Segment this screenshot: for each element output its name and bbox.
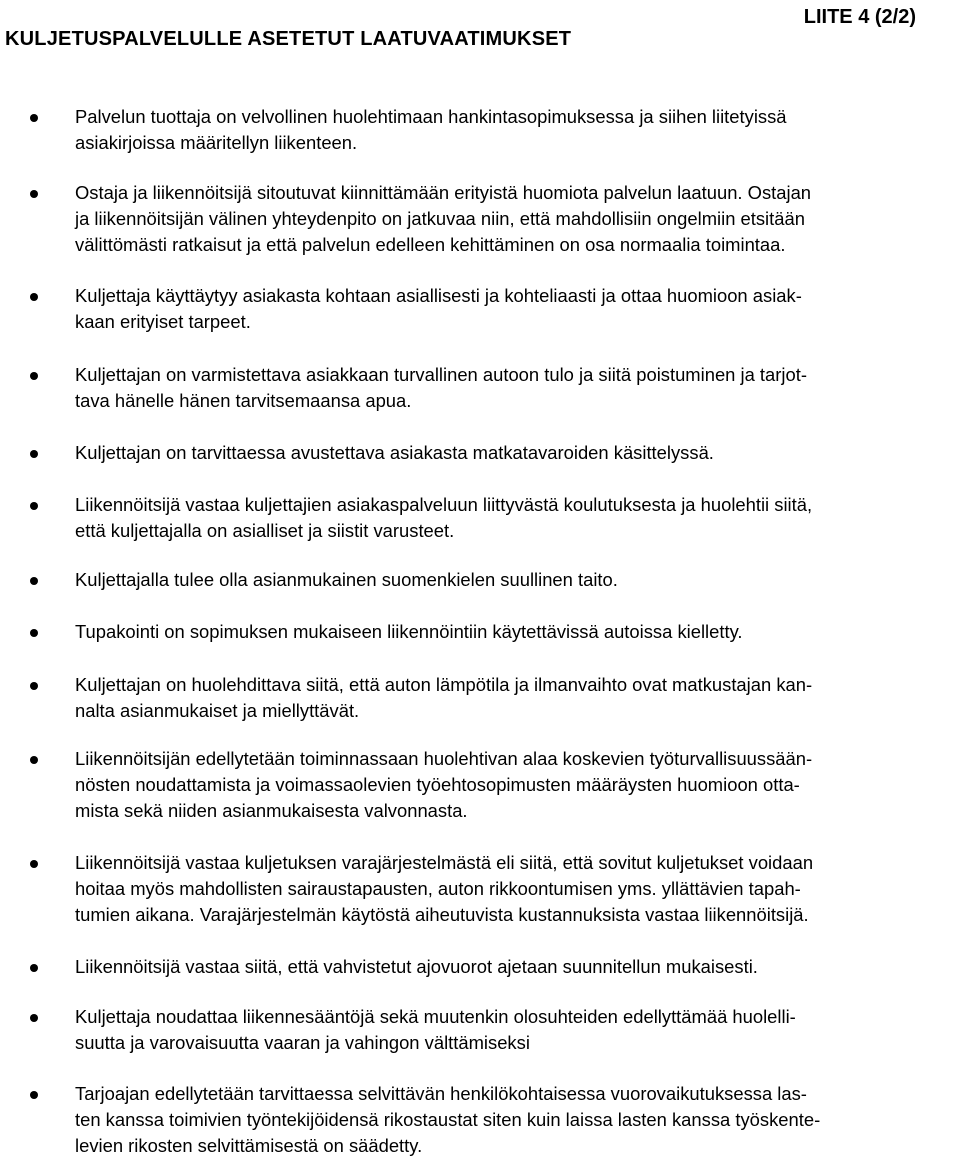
attachment-label: LIITE 4 (2/2) — [803, 6, 916, 28]
bullet-icon — [30, 190, 38, 198]
text-line: levien rikosten selvittämisestä on säädetty. — [75, 1135, 423, 1156]
text-line: ja liikennöitsijän välinen yhteydenpito on jatkuvaa niin, että mahdollisiin ongelmiin etsitään — [75, 208, 805, 229]
bullet-icon — [30, 964, 38, 972]
bullet-icon — [30, 293, 38, 301]
text-line: asiakirjoissa määritellyn liikenteen. — [75, 132, 358, 153]
text-line: Palvelun tuottaja on velvollinen huolehtimaan hankintasopimuksessa ja siihen liitetyissä — [75, 106, 787, 127]
list-item-text — [75, 567, 955, 593]
text-line: ten kanssa toimivien työntekijöidensä rikostaustat siten kuin laissa lasten kanssa työskente- — [75, 1109, 821, 1130]
text-line: Kuljettaja käyttäytyy asiakasta kohtaan asiallisesti ja kohteliaasti ja ottaa huomioon asiak- — [75, 285, 802, 306]
bullet-icon — [30, 372, 38, 380]
text-line: Liikennöitsijä vastaa siitä, että vahvistetut ajovuorot ajetaan suunnitellun mukaisesti. — [75, 956, 758, 977]
list-item-text — [75, 440, 955, 466]
text-line: Ostaja ja liikennöitsijä sitoutuvat kiinnittämään erityistä huomiota palvelun laatuun. Ostajan — [75, 182, 812, 203]
bullet-icon — [30, 756, 38, 764]
list-item-text — [75, 283, 955, 335]
bullet-icon — [30, 629, 38, 637]
bullet-icon — [30, 502, 38, 510]
text-line: Kuljettaja noudattaa liikennesääntöjä sekä muutenkin olosuhteiden edellyttämää huolelli- — [75, 1006, 796, 1027]
text-line: Kuljettajan on tarvittaessa avustettava asiakasta matkatavaroiden käsittelyssä. — [75, 442, 714, 463]
list-item-text — [75, 492, 955, 544]
bullet-icon — [30, 114, 38, 122]
text-line: hoitaa myös mahdollisten sairaustapausten, auton rikkoontumisen yms. yllättävien tapah- — [75, 878, 801, 899]
text-line: tumien aikana. Varajärjestelmän käytöstä aiheutuvista kustannuksista vastaa liikennöitsijä. — [75, 904, 809, 925]
text-line: Kuljettajan on varmistettava asiakkaan turvallinen autoon tulo ja siitä poistuminen ja tarjot- — [75, 364, 807, 385]
page-header — [0, 0, 960, 60]
text-line: Tupakointi on sopimuksen mukaiseen liikennöintiin käytettävissä autoissa kielletty. — [75, 621, 743, 642]
bullet-icon — [30, 1014, 38, 1022]
list-item-text — [75, 362, 955, 414]
text-line: kaan erityiset tarpeet. — [75, 311, 251, 332]
list-item-text — [75, 104, 955, 156]
text-line: Kuljettajalla tulee olla asianmukainen suomenkielen suullinen taito. — [75, 569, 618, 590]
bullet-icon — [30, 1091, 38, 1099]
list-item-text — [75, 1081, 955, 1159]
list-item-text — [75, 746, 955, 824]
list-item-text — [75, 1004, 955, 1056]
text-line: tava hänelle hänen tarvitsemaansa apua. — [75, 390, 412, 411]
list-item-text — [75, 850, 955, 928]
list-item-text — [75, 180, 955, 258]
bullet-icon — [30, 860, 38, 868]
text-line: suutta ja varovaisuutta vaaran ja vahingon välttämiseksi — [75, 1032, 530, 1053]
text-line: mista sekä niiden asianmukaisesta valvonnasta. — [75, 800, 468, 821]
text-line: nösten noudattamista ja voimassaolevien työehtosopimusten määräysten huomioon otta- — [75, 774, 800, 795]
text-line: Liikennöitsijä vastaa kuljetuksen varajärjestelmästä eli siitä, että sovitut kuljetukset voidaan — [75, 852, 814, 873]
text-line: välittömästi ratkaisut ja että palvelun edelleen kehittäminen on osa normaalia toimintaa. — [75, 234, 786, 255]
bullet-icon — [30, 682, 38, 690]
text-line: Tarjoajan edellytetään tarvittaessa selvittävän henkilökohtaisessa vuorovaikutuksessa las- — [75, 1083, 807, 1104]
text-line: nalta asianmukaiset ja miellyttävät. — [75, 700, 360, 721]
text-line: että kuljettajalla on asialliset ja siistit varusteet. — [75, 520, 455, 541]
list-item-text — [75, 619, 955, 645]
text-line: Kuljettajan on huolehdittava siitä, että auton lämpötila ja ilmanvaihto ovat matkustajan kan- — [75, 674, 813, 695]
text-line: Liikennöitsijä vastaa kuljettajien asiakaspalveluun liittyvästä koulutuksesta ja huolehtii siitä, — [75, 494, 813, 515]
list-item-text — [75, 954, 955, 980]
bullet-icon — [30, 577, 38, 585]
bullet-icon — [30, 450, 38, 458]
document-title: KULJETUSPALVELULLE ASETETUT LAATUVAATIMUKSET — [5, 28, 572, 50]
list-item-text — [75, 672, 955, 724]
text-line: Liikennöitsijän edellytetään toiminnassaan huolehtivan alaa koskevien työturvallisuussään- — [75, 748, 813, 769]
